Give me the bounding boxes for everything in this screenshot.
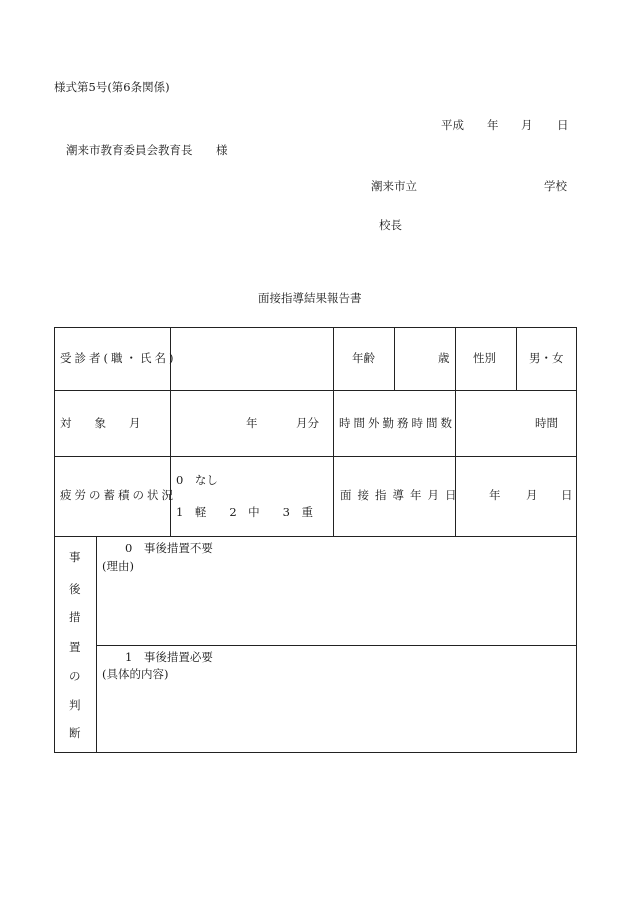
measure-required-detail: (具体的内容)	[102, 667, 169, 681]
date-year: 年	[487, 118, 499, 132]
target-year: 年	[246, 416, 258, 430]
sex-options: 男・女	[529, 351, 564, 365]
judgment-char: 後	[69, 582, 81, 596]
interview-year: 年	[489, 488, 501, 502]
date-month: 月	[521, 118, 533, 132]
interview-month: 月	[526, 488, 538, 502]
judgment-char: 判	[69, 698, 81, 712]
interview-date-label: 面接指導年月日	[340, 488, 463, 502]
fatigue-none: 0 なし	[176, 473, 218, 487]
table-line	[333, 327, 334, 537]
date-era: 平成	[441, 118, 464, 132]
fatigue-levels: 1 軽 2 中 3 重	[176, 505, 313, 519]
fatigue-label: 疲労の蓄積の状況	[60, 488, 176, 502]
school-prefix: 潮来市立	[371, 179, 417, 193]
overtime-label: 時間外勤務時間数	[339, 416, 455, 430]
principal-label: 校長	[379, 218, 402, 232]
judgment-char: 断	[69, 726, 81, 740]
interview-day: 日	[561, 488, 573, 502]
table-line	[54, 390, 577, 391]
table-line	[54, 327, 577, 328]
table-line	[96, 645, 577, 646]
addressee: 潮来市教育委員会教育長	[66, 143, 193, 157]
judgment-char: 事	[69, 550, 81, 564]
table-line	[96, 536, 97, 753]
table-line	[54, 752, 577, 753]
measure-not-required-reason: (理由)	[102, 559, 134, 573]
examinee-label: 受診者(職・氏名)	[60, 351, 177, 365]
school-suffix: 学校	[544, 179, 567, 193]
measure-required: 1 事後措置必要	[125, 650, 213, 664]
table-line	[54, 536, 577, 537]
sex-label: 性別	[473, 351, 496, 365]
target-month-unit: 月分	[296, 416, 319, 430]
table-line	[516, 327, 517, 391]
target-month-label: 対 象 月	[60, 416, 141, 430]
table-line	[455, 327, 456, 537]
measure-not-required: 0 事後措置不要	[125, 541, 213, 555]
document-title: 面接指導結果報告書	[258, 291, 362, 305]
age-label: 年齢	[352, 351, 375, 365]
judgment-char: 置	[69, 640, 81, 654]
judgment-char: 措	[69, 610, 81, 624]
age-unit: 歳	[438, 351, 450, 365]
date-day: 日	[557, 118, 569, 132]
form-number: 様式第5号(第6条関係)	[54, 80, 170, 94]
table-line	[394, 327, 395, 391]
addressee-honorific: 様	[216, 143, 228, 157]
overtime-unit: 時間	[535, 416, 558, 430]
judgment-char: の	[69, 669, 81, 683]
table-line	[54, 456, 577, 457]
